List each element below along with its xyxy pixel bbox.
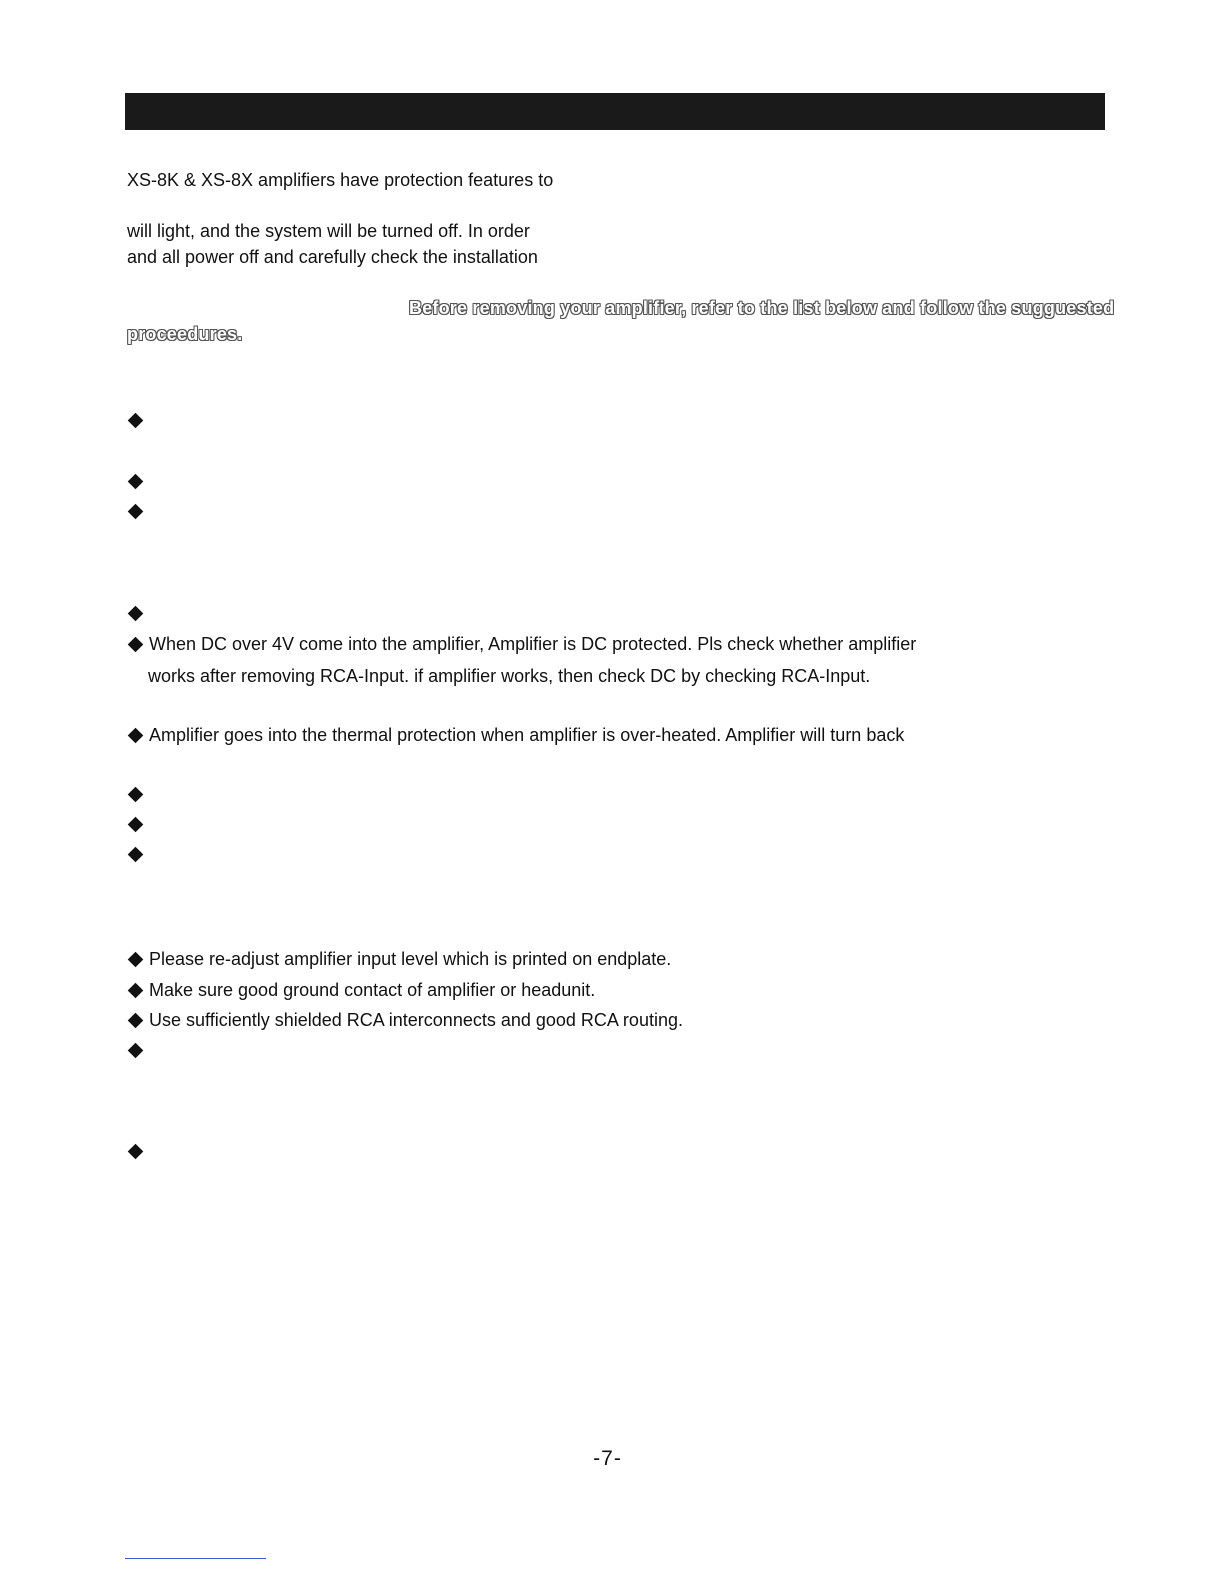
list-item-shielded bbox=[127, 1009, 683, 1031]
diamond-bullet-icon bbox=[128, 816, 144, 832]
diamond-bullet-icon bbox=[128, 951, 144, 967]
list-item-ground bbox=[127, 979, 595, 1001]
page-number: -7- bbox=[593, 1447, 622, 1470]
list-item bbox=[127, 470, 149, 492]
diamond-bullet-icon bbox=[128, 412, 144, 428]
diamond-bullet-icon bbox=[128, 1012, 144, 1028]
list-item bbox=[127, 813, 149, 835]
ground-text: Make sure good ground contact of amplifier or headunit. bbox=[149, 980, 596, 1000]
dc-protection-text-continued: works after removing RCA-Input. if amplifier works, then check DC by checking RCA-Input. bbox=[148, 666, 871, 686]
section-header-bar bbox=[125, 93, 1105, 130]
diamond-bullet-icon bbox=[128, 1143, 144, 1159]
intro-line-3: and all power off and carefully check the installation bbox=[127, 247, 538, 267]
list-item bbox=[127, 843, 149, 865]
diamond-bullet-icon bbox=[128, 727, 144, 743]
list-item bbox=[127, 1039, 149, 1061]
diamond-bullet-icon bbox=[128, 503, 144, 519]
diamond-bullet-icon bbox=[128, 636, 144, 652]
notice-line-2: proceedures. bbox=[127, 324, 243, 344]
footer-divider bbox=[125, 1558, 266, 1559]
list-item bbox=[127, 1140, 149, 1162]
list-item-dc-protection bbox=[127, 633, 916, 655]
intro-line-2: will light, and the system will be turned off. In order bbox=[127, 221, 530, 241]
list-item bbox=[127, 500, 149, 522]
diamond-bullet-icon bbox=[128, 982, 144, 998]
list-item bbox=[127, 409, 149, 431]
list-item-thermal bbox=[127, 724, 904, 746]
list-item-readjust bbox=[127, 948, 671, 970]
thermal-text: Amplifier goes into the thermal protection when amplifier is over-heated. Amplifier will turn back bbox=[149, 725, 905, 745]
diamond-bullet-icon bbox=[128, 786, 144, 802]
diamond-bullet-icon bbox=[128, 605, 144, 621]
diamond-bullet-icon bbox=[128, 846, 144, 862]
intro-line-1: XS-8K & XS-8X amplifiers have protection features to bbox=[127, 170, 554, 190]
diamond-bullet-icon bbox=[128, 1042, 144, 1058]
list-item bbox=[127, 783, 149, 805]
list-item bbox=[127, 602, 149, 624]
diamond-bullet-icon bbox=[128, 473, 144, 489]
notice-line-1: Before removing your amplifier, refer to the list below and follow the sugguested bbox=[409, 298, 1115, 318]
readjust-text: Please re-adjust amplifier input level which is printed on endplate. bbox=[149, 949, 672, 969]
shielded-text: Use sufficiently shielded RCA interconnects and good RCA routing. bbox=[149, 1010, 683, 1030]
dc-protection-text: When DC over 4V come into the amplifier, Amplifier is DC protected. Pls check whether amplifier bbox=[149, 634, 917, 654]
